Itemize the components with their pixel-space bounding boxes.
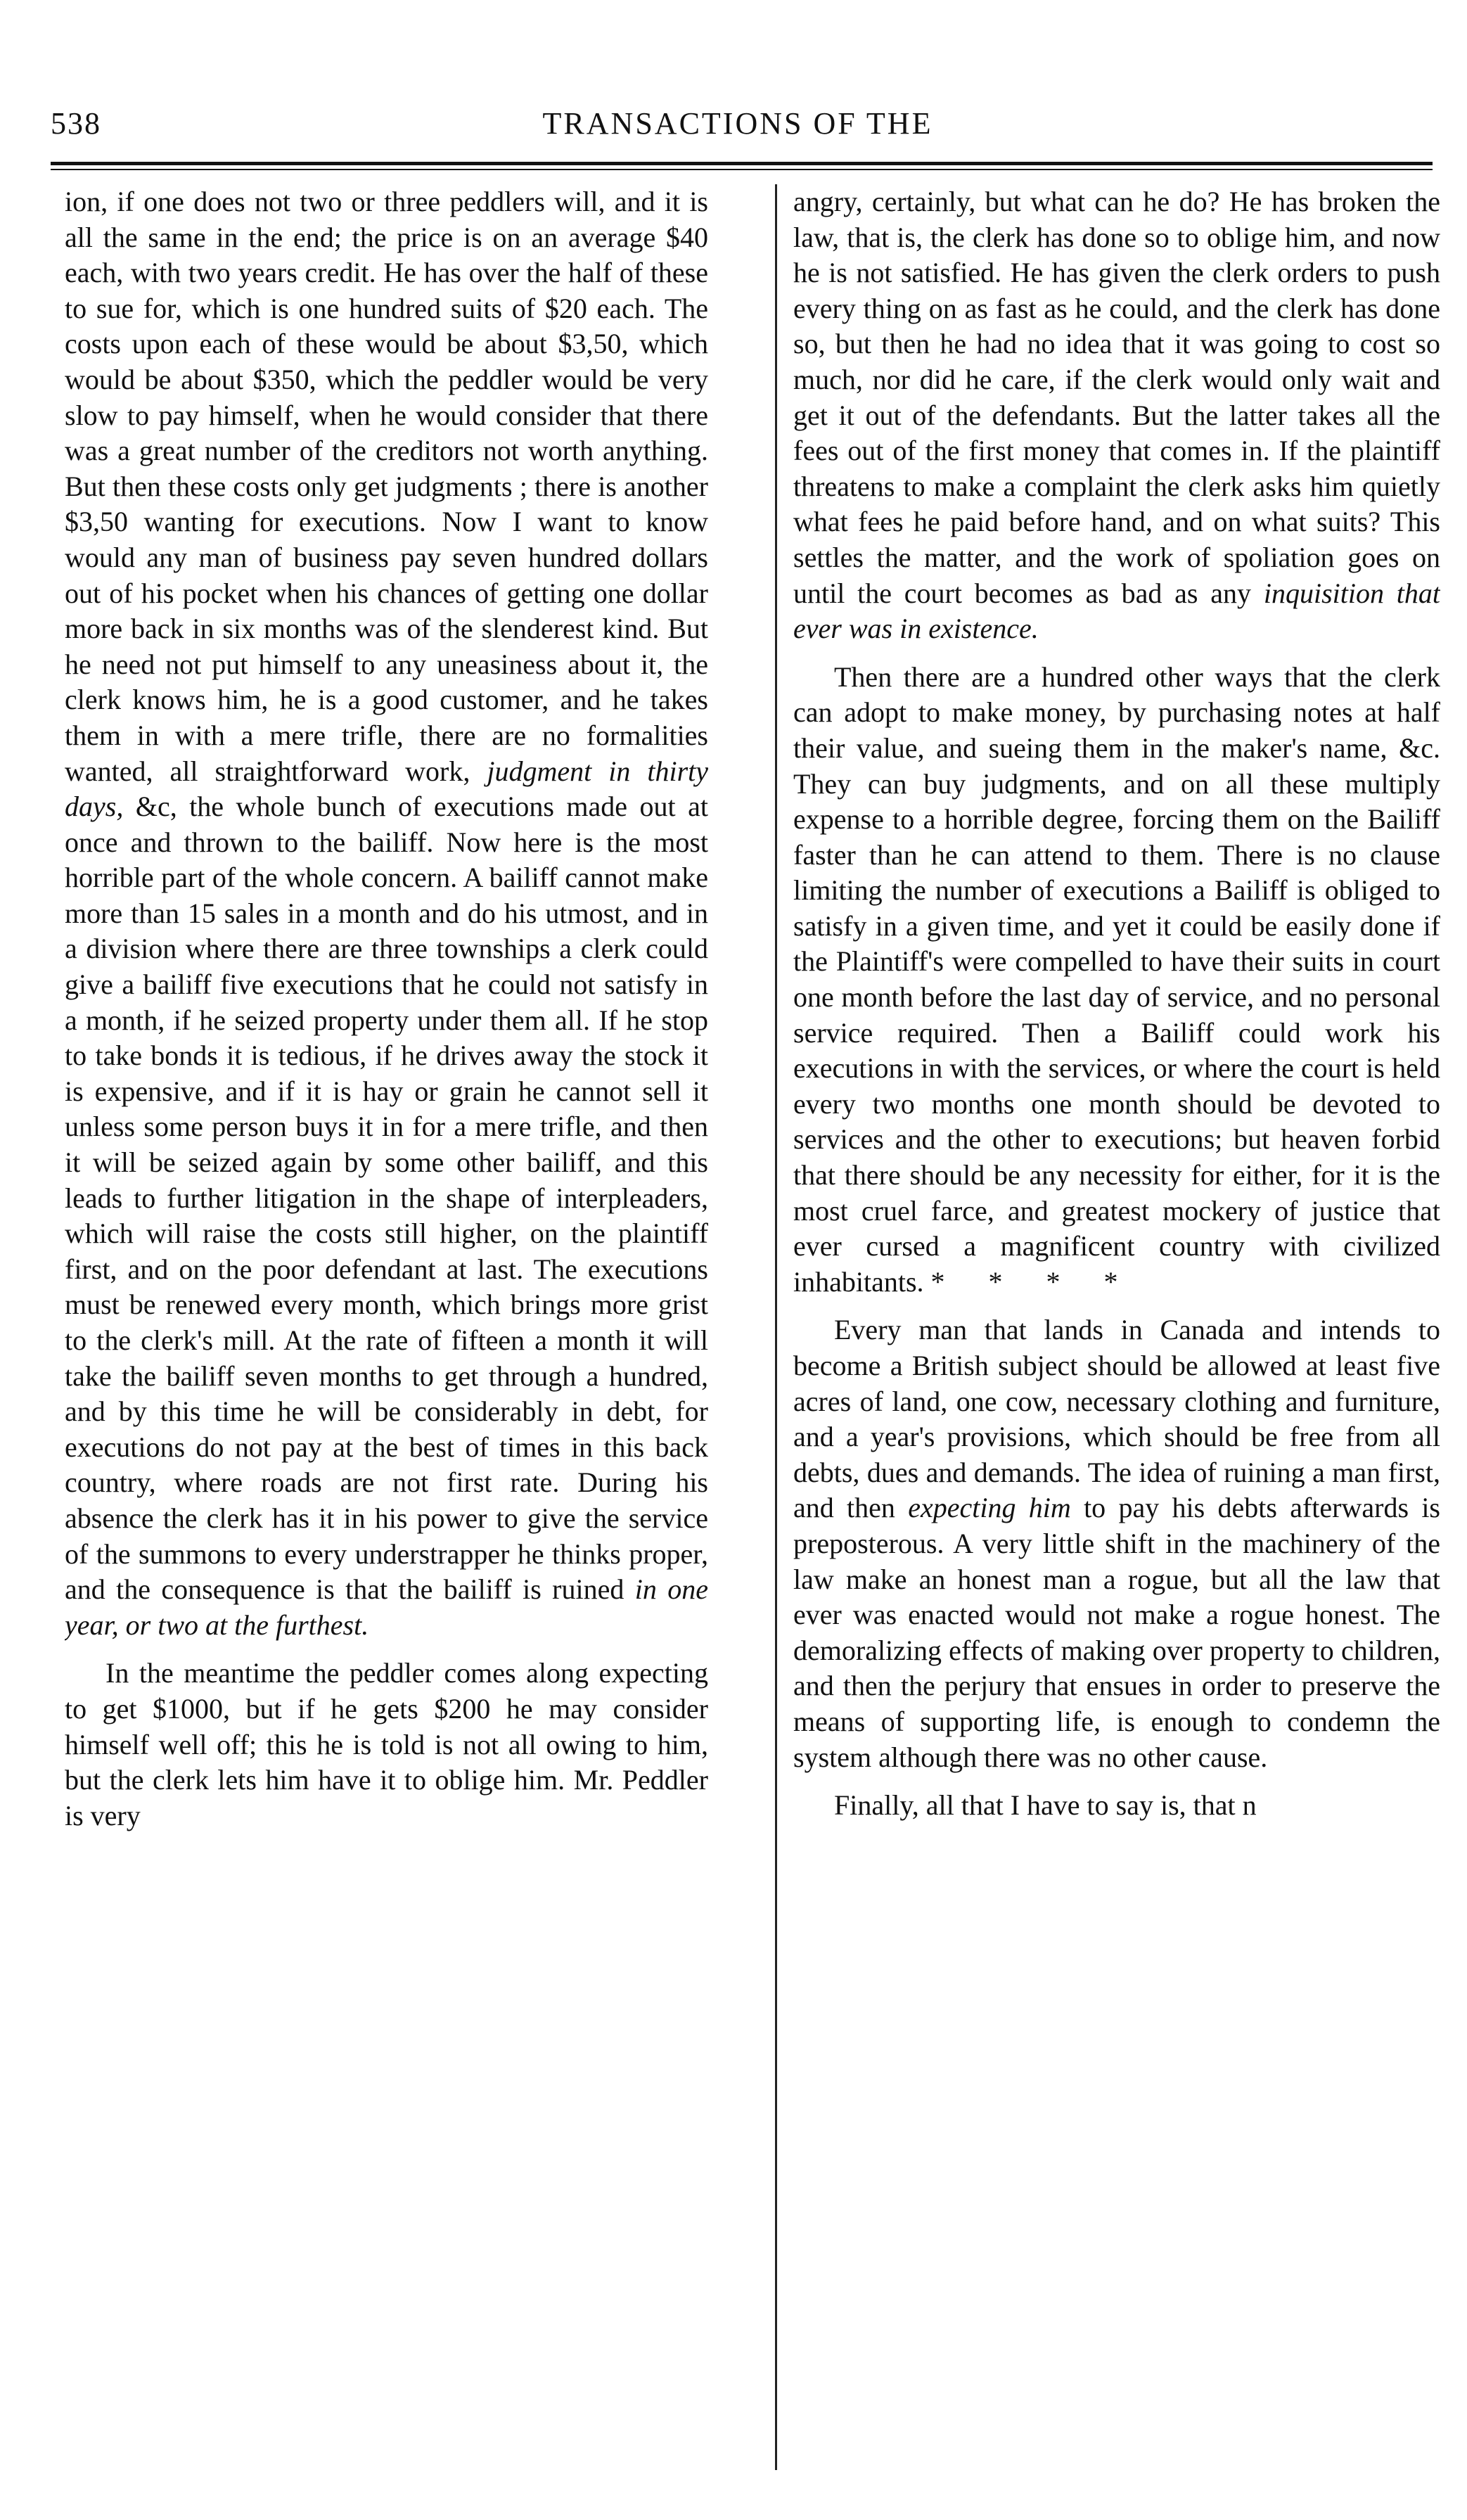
right-column	[793, 184, 1440, 2470]
left-paragraph-1	[65, 184, 708, 1643]
right-p3-start: Every man that lands in Canada and intends to become a British subject should be allowed at least five acres of land, one cow, necessary clothing and furniture, and a year's provisions, which should be free from all debts, dues and demands. The idea of ruining a man first, and then	[793, 1314, 1440, 1524]
left-p1-end: &c, the whole bunch of executions made out at once and thrown to the bailiff. Now here is the most horrible part of the whole concern. A bailiff cannot make more than 15 sales in a month and do his utmost, and in a division where there are three townships a clerk could give a bailiff five executions that he could not satisfy in a month, if he seized property under them all. If he stop to take bonds it is tedious, if he drives away the stock it is expensive, and if it is hay or grain he cannot sell it unless some person buys it in for a mere trifle, and then it will be seized again by some other bailiff, and this leads to further litigation in the shape of interpleaders, which will raise the costs still higher, on the plaintiff first, and on the poor defendant at last. The executions must be renewed every month, which brings more grist to the clerk's mill. At the rate of fifteen a month it will take the bailiff seven months to get through a hundred, and by this time he will be considerably in debt, for executions do not pay at the best of times in this back country, where roads are not first rate. During his absence the clerk has it in his power to give the service of the summons to every understrapper he thinks proper, and the consequence is that the bailiff is ruined	[65, 791, 708, 1606]
running-head: TRANSACTIONS OF THE	[542, 106, 933, 141]
header-rule-thick	[51, 162, 1433, 165]
page-header	[51, 105, 1425, 155]
right-p1-italic: inquisition that ever was in existence.	[793, 577, 1440, 645]
right-paragraph-4: Finally, all that I have to say is, that n	[834, 1789, 1257, 1822]
right-p3-italic: expecting him	[908, 1492, 1071, 1524]
left-column	[65, 184, 708, 2470]
section-break-stars: * * * *	[930, 1265, 1136, 1298]
page-number: 538	[51, 106, 101, 141]
left-paragraph-2: In the meantime the peddler comes along expecting to get $1000, but if he gets $200 he may consider himself well off; this he is told is not all owing to him, but the clerk lets him have it to oblige him. Mr. Peddler is very	[65, 1657, 708, 1831]
column-divider	[775, 184, 777, 2470]
right-paragraph-1	[793, 184, 1440, 647]
left-p1-text: ion, if one does not two or three peddlers will, and it is all the same in the end; the price is on an average $40 each, with two years credit. He has over the half of these to sue for, which is one hundred suits of $20 each. The costs upon each of these would be about $3,50, which would be about $350, which the peddler would be very slow to pay himself, when he would consider that there was a great number of the creditors not worth anything. But then these costs only get judgments ; there is another $3,50 wanting for executions. Now I want to know would any man of business pay seven hundred dollars out of his pocket when his chances of getting one dollar more back in six months was of the slenderest kind. But he need not put himself to any uneasiness about it, the clerk knows him, he is a good customer, and he takes them in with a mere trifle, there are no formalities wanted, all straightforward work,	[65, 186, 708, 787]
left-p1-italic-end: in one year, or two at the furthest.	[65, 1573, 708, 1641]
right-p3-end: to pay his debts afterwards is preposterous. A very little shift in the machinery of the law make an honest man a rogue, but all the law that ever was enacted would not make a rogue honest. The demoralizing effects of making over property to children, and then the perjury that ensues in order to preserve the means of supporting life, is enough to condemn the system although there was no other cause.	[793, 1492, 1440, 1773]
right-paragraph-2	[793, 660, 1440, 1300]
header-rule-thin	[51, 169, 1433, 170]
right-p1-text: angry, certainly, but what can he do? He has broken the law, that is, the clerk has done so to oblige him, and now he is not satisfied. He has given the clerk orders to push every thing on as fast as he could, and the clerk has done so, but then he had no idea that it was going to cost so much, nor did he care, if the clerk would only wait and get it out of the defendants. But the latter takes all the fees out of the first money that comes in. If the plaintiff threatens to make a complaint the clerk asks him quietly what fees he paid before hand, and on what suits? This settles the matter, and the work of spoliation goes on until the court becomes as bad as any	[793, 186, 1440, 609]
right-p2-text: Then there are a hundred other ways that the clerk can adopt to make money, by purchasing notes at half their value, and sueing them in the maker's name, &c. They can buy judgments, and on all these multiply expense to a horrible degree, forcing them on the Bailiff faster than he can attend to them. There is no clause limiting the number of executions a Bailiff is obliged to satisfy in a given time, and yet it could be easily done if the Plaintiff's were compelled to have their suits in court one month before the last day of service, and no personal service required. Then a Bailiff could work his executions in with the services, or where the court is held every two months one month should be devoted to services and the other to executions; but heaven forbid that there should be any necessity for either, for it is the most cruel farce, and greatest mockery of justice that ever cursed a magnificent country with civilized inhabitants.	[793, 660, 1440, 1298]
right-paragraph-3	[793, 1312, 1440, 1775]
left-p1-italic: judgment in thirty days,	[65, 755, 708, 823]
